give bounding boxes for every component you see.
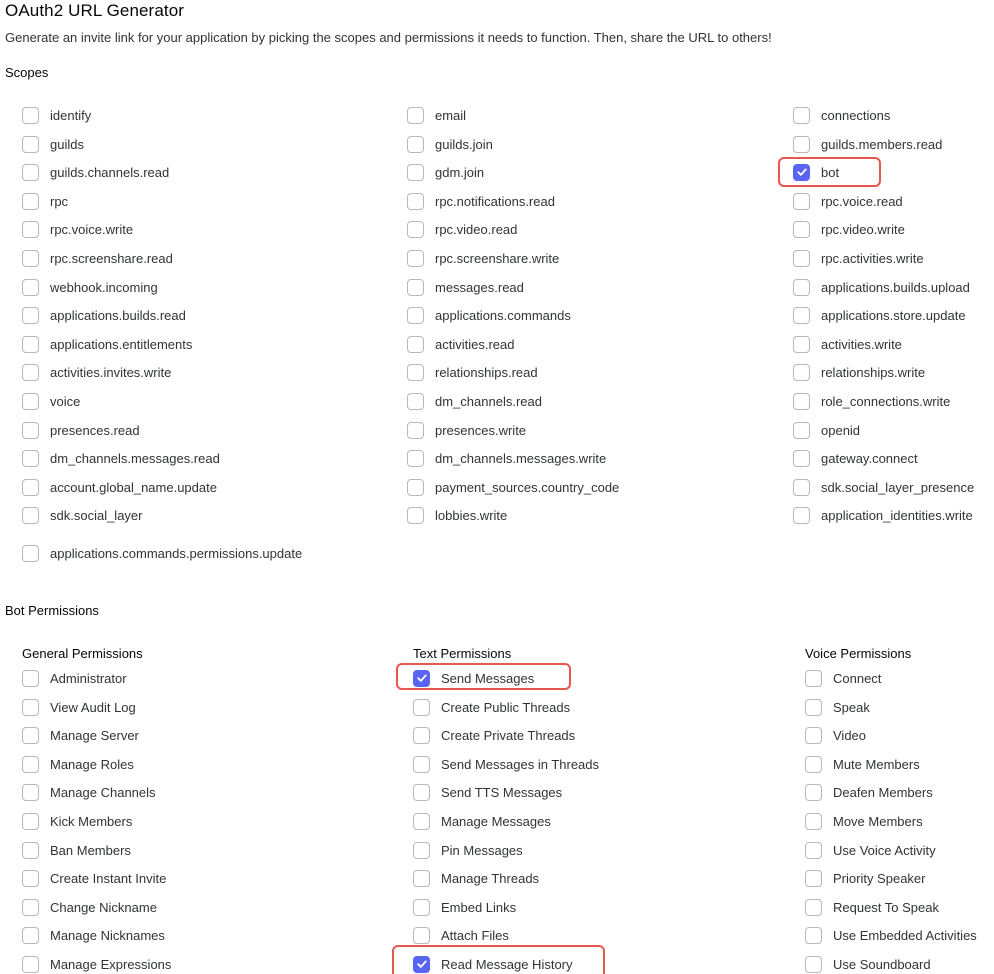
checkbox[interactable]	[413, 870, 430, 887]
checkbox[interactable]	[805, 927, 822, 944]
checkbox-label: identify	[50, 107, 92, 123]
checkbox[interactable]	[805, 756, 822, 773]
checkbox-label: Manage Expressions	[50, 956, 172, 972]
checkbox-item-mute-members[interactable]	[805, 753, 920, 775]
checkbox-item-manage-channels[interactable]	[22, 781, 156, 803]
checkbox-label: activities.write	[821, 336, 902, 352]
checkbox-item-manage-nicknames[interactable]	[22, 924, 165, 946]
checkbox[interactable]	[22, 899, 39, 916]
checkmark-icon	[416, 672, 428, 684]
checkbox-item-connect[interactable]	[805, 667, 881, 689]
checkbox[interactable]	[22, 727, 39, 744]
checkbox-label: application_identities.write	[821, 507, 973, 523]
checkbox[interactable]	[413, 784, 430, 801]
checkbox-item-create-instant-invite[interactable]	[22, 867, 166, 889]
checkbox-label: Pin Messages	[441, 842, 523, 858]
checkbox-item-embed-links[interactable]	[413, 896, 516, 918]
checkbox-item-manage-expressions[interactable]	[22, 953, 171, 974]
checkbox-label: connections	[821, 107, 891, 123]
checkbox-label: Create Private Threads	[441, 727, 576, 743]
checkbox-item-manage-threads[interactable]	[413, 867, 539, 889]
checkbox-label: Kick Members	[50, 813, 133, 829]
checkbox-label: Read Message History	[441, 956, 573, 972]
checkbox-label: Move Members	[833, 813, 923, 829]
bot-permissions-heading: Bot Permissions	[5, 603, 99, 618]
checkbox-label: bot	[821, 164, 840, 180]
checkbox[interactable]	[805, 784, 822, 801]
checkbox[interactable]	[22, 927, 39, 944]
checkbox[interactable]	[413, 813, 430, 830]
checkbox[interactable]	[413, 756, 430, 773]
checkbox-label: Priority Speaker	[833, 870, 926, 886]
checkbox-label: Create Public Threads	[441, 699, 571, 715]
checkbox-label: Use Voice Activity	[833, 842, 936, 858]
checkbox-label: rpc.notifications.read	[435, 193, 555, 209]
checkbox-label: openid	[821, 422, 861, 438]
checkbox-label: applications.builds.read	[50, 307, 186, 323]
checkbox-label: Manage Messages	[441, 813, 551, 829]
checkbox-label: Use Embedded Activities	[833, 927, 977, 943]
checkbox-label: gateway.connect	[821, 450, 918, 466]
checkbox-label: relationships.write	[821, 364, 926, 380]
checkbox-item-send-messages-in-threads[interactable]	[413, 753, 599, 775]
checkbox-item-send-messages[interactable]	[413, 667, 534, 689]
checkbox-label: rpc.video.write	[821, 221, 905, 237]
checkbox-label: activities.read	[435, 336, 515, 352]
checkbox-label: Send Messages in Threads	[441, 756, 600, 772]
checkbox[interactable]	[805, 842, 822, 859]
checkbox-label: Manage Roles	[50, 756, 134, 772]
checkbox[interactable]	[805, 670, 822, 687]
checkbox-item-pin-messages[interactable]	[413, 839, 523, 861]
checkbox-item-priority-speaker[interactable]	[805, 867, 925, 889]
checkbox-label: Change Nickname	[50, 899, 157, 915]
page-subtitle: Generate an invite link for your application by picking the scopes and permissions it needs to function. Then, share the URL to others!	[5, 30, 772, 45]
checkbox-item-manage-server[interactable]	[22, 724, 139, 746]
checkbox-label: rpc.video.read	[435, 221, 518, 237]
checkbox-label: rpc.voice.write	[50, 221, 134, 237]
checkbox[interactable]	[805, 870, 822, 887]
checkbox[interactable]	[805, 813, 822, 830]
checkbox-label: Administrator	[50, 670, 127, 686]
checkbox-item-create-private-threads[interactable]	[413, 724, 575, 746]
general-permissions-header: General Permissions	[22, 646, 143, 661]
checkbox-label: sdk.social_layer	[50, 507, 143, 523]
checkbox-item-administrator[interactable]	[22, 667, 127, 689]
checkbox[interactable]	[413, 699, 430, 716]
text-permissions-header: Text Permissions	[413, 646, 512, 661]
checkbox-label: relationships.read	[435, 364, 538, 380]
checkbox-label: guilds.members.read	[821, 136, 943, 152]
checkbox-item-video[interactable]	[805, 724, 866, 746]
checkbox-item-use-embedded-activities[interactable]	[805, 924, 977, 946]
checkbox-label: email	[435, 107, 467, 123]
checkbox-item-use-soundboard[interactable]	[805, 953, 931, 974]
scopes-heading: Scopes	[5, 65, 49, 80]
checkbox[interactable]	[805, 899, 822, 916]
checkbox-label: messages.read	[435, 279, 524, 295]
checkbox-label: Create Instant Invite	[50, 870, 167, 886]
checkbox-label: rpc	[50, 193, 69, 209]
checkbox-item-deafen-members[interactable]	[805, 781, 933, 803]
checkbox-label: Use Soundboard	[833, 956, 931, 972]
checkbox-item-use-voice-activity[interactable]	[805, 839, 936, 861]
checkbox-label: applications.builds.upload	[821, 279, 970, 295]
checkbox-label: guilds	[50, 136, 84, 152]
checkbox-item-change-nickname[interactable]	[22, 896, 157, 918]
checkbox-label: applications.store.update	[821, 307, 966, 323]
checkbox[interactable]	[413, 899, 430, 916]
checkbox-label: Ban Members	[50, 842, 131, 858]
checkbox[interactable]	[805, 699, 822, 716]
checkbox[interactable]	[413, 927, 430, 944]
checkmark-icon	[416, 958, 428, 970]
checkbox-label: rpc.voice.read	[821, 193, 903, 209]
checkbox-label: Speak	[833, 699, 870, 715]
checkbox-label: applications.commands.permissions.update	[50, 545, 303, 561]
checkbox-label: dm_channels.messages.write	[435, 450, 607, 466]
checkbox-label: Connect	[833, 670, 882, 686]
checkbox-label: presences.write	[435, 422, 527, 438]
checkbox[interactable]	[805, 727, 822, 744]
checkbox-label: Embed Links	[441, 899, 517, 915]
checkbox-label: gdm.join	[435, 164, 485, 180]
checkbox[interactable]	[413, 842, 430, 859]
checkbox-label: Send TTS Messages	[441, 784, 563, 800]
checkbox-label: rpc.activities.write	[821, 250, 924, 266]
checkbox-item-kick-members[interactable]	[22, 810, 132, 832]
checkbox[interactable]	[22, 813, 39, 830]
checkbox-label: guilds.channels.read	[50, 164, 170, 180]
checkbox-label: dm_channels.messages.read	[50, 450, 220, 466]
checkbox-label: sdk.social_layer_presence	[821, 479, 975, 495]
checkbox-label: dm_channels.read	[435, 393, 542, 409]
checkbox-label: applications.entitlements	[50, 336, 193, 352]
checkbox[interactable]	[22, 784, 39, 801]
checkbox-label: Request To Speak	[833, 899, 939, 915]
checkbox-label: View Audit Log	[50, 699, 136, 715]
voice-permissions-header: Voice Permissions	[805, 646, 912, 661]
checkbox[interactable]	[22, 699, 39, 716]
checkbox-checked[interactable]	[413, 956, 430, 973]
checkbox-label: presences.read	[50, 422, 140, 438]
checkbox-label: rpc.screenshare.read	[50, 250, 173, 266]
checkbox[interactable]	[22, 842, 39, 859]
page-title: OAuth2 URL Generator	[5, 1, 185, 20]
checkbox-label: Manage Threads	[441, 870, 540, 886]
checkbox-item-view-audit-log[interactable]	[22, 696, 136, 718]
checkbox-label: guilds.join	[435, 136, 493, 152]
checkbox[interactable]	[22, 956, 39, 973]
checkbox-label: applications.commands	[435, 307, 571, 323]
checkbox-label: payment_sources.country_code	[435, 479, 620, 495]
checkbox-item-read-message-history[interactable]	[413, 953, 573, 974]
checkbox-item-ban-members[interactable]	[22, 839, 131, 861]
checkbox-label: Deafen Members	[833, 784, 933, 800]
checkbox[interactable]	[22, 670, 39, 687]
checkbox-label: voice	[50, 393, 81, 409]
checkbox[interactable]	[22, 756, 39, 773]
checkbox-item-speak[interactable]	[805, 696, 870, 718]
checkbox-checked[interactable]	[413, 670, 430, 687]
checkbox-item-create-public-threads[interactable]	[413, 696, 570, 718]
checkbox-item-manage-messages[interactable]	[413, 810, 551, 832]
checkbox-item-send-tts-messages[interactable]	[413, 781, 562, 803]
checkbox-label: role_connections.write	[821, 393, 951, 409]
checkbox-label: Manage Channels	[50, 784, 156, 800]
checkbox-label: activities.invites.write	[50, 364, 172, 380]
checkbox-label: Mute Members	[833, 756, 920, 772]
checkbox-item-attach-files[interactable]	[413, 924, 509, 946]
checkbox-label: Manage Server	[50, 727, 139, 743]
checkbox-label: Send Messages	[441, 670, 535, 686]
checkbox-label: rpc.screenshare.write	[435, 250, 560, 266]
checkbox-item-request-to-speak[interactable]	[805, 896, 939, 918]
checkbox-label: lobbies.write	[435, 507, 508, 523]
checkbox-label: Attach Files	[441, 927, 509, 943]
checkbox[interactable]	[413, 727, 430, 744]
checkbox-label: webhook.incoming	[50, 279, 158, 295]
checkbox-item-manage-roles[interactable]	[22, 753, 134, 775]
checkbox-label: Manage Nicknames	[50, 927, 165, 943]
checkbox[interactable]	[805, 956, 822, 973]
checkbox-label: Video	[833, 727, 867, 743]
checkbox-item-move-members[interactable]	[805, 810, 923, 832]
checkbox-label: account.global_name.update	[50, 479, 217, 495]
checkbox[interactable]	[22, 870, 39, 887]
